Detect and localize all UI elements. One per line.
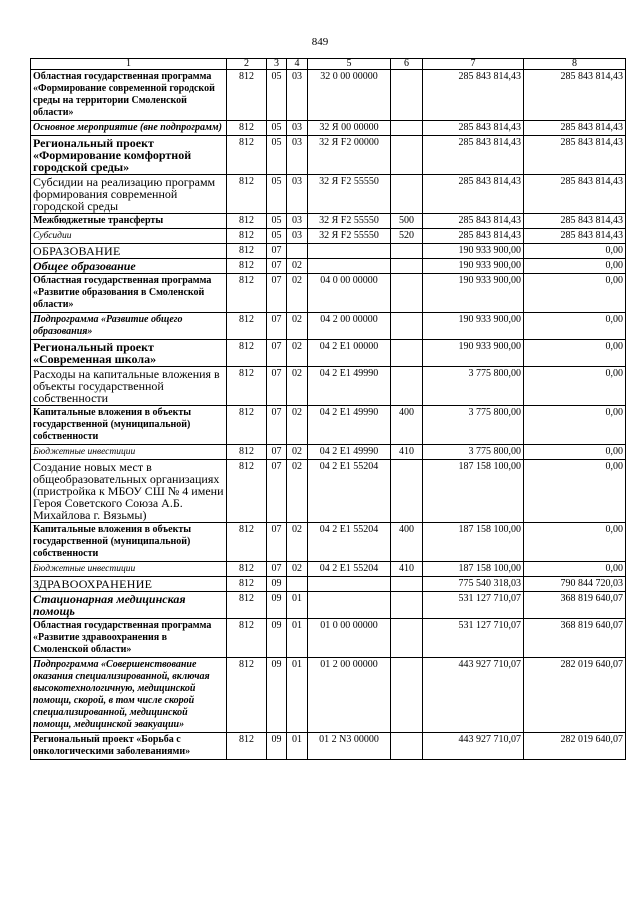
subsection-cell: 03 [287, 70, 308, 121]
amount-year1-cell: 531 127 710,07 [423, 619, 524, 658]
col-header: 5 [308, 59, 391, 70]
amount-year1-cell: 187 158 100,00 [423, 562, 524, 577]
ministry-code-cell: 812 [227, 244, 267, 259]
section-cell: 05 [267, 121, 287, 136]
amount-year2-cell: 0,00 [524, 445, 626, 460]
subsection-cell: 03 [287, 175, 308, 214]
section-cell: 07 [267, 460, 287, 523]
row-name-cell: Региональный проект «Борьба с онкологическими заболеваниями» [31, 733, 227, 760]
expense-type-cell: 410 [391, 562, 423, 577]
expense-type-cell [391, 658, 423, 733]
expense-type-cell: 410 [391, 445, 423, 460]
page-number: 849 [311, 36, 329, 48]
col-header: 1 [31, 59, 227, 70]
section-cell: 07 [267, 445, 287, 460]
amount-year2-cell: 282 019 640,07 [524, 733, 626, 760]
section-cell: 05 [267, 70, 287, 121]
amount-year2-cell: 285 843 814,43 [524, 121, 626, 136]
subsection-cell: 02 [287, 406, 308, 445]
table-row [31, 121, 626, 136]
target-article-cell: 01 2 00 00000 [308, 658, 391, 733]
amount-year2-cell: 0,00 [524, 406, 626, 445]
target-article-cell: 32 Я F2 55550 [308, 214, 391, 229]
expense-type-cell [391, 733, 423, 760]
ministry-code-cell: 812 [227, 214, 267, 229]
subsection-cell: 02 [287, 460, 308, 523]
subsection-cell: 03 [287, 214, 308, 229]
table-body [31, 70, 626, 760]
table-row [31, 136, 626, 175]
section-cell: 07 [267, 562, 287, 577]
expense-type-cell [391, 175, 423, 214]
table-row [31, 367, 626, 406]
ministry-code-cell: 812 [227, 658, 267, 733]
row-name-cell: Подпрограмма «Развитие общего образования» [31, 313, 227, 340]
table-row [31, 619, 626, 658]
amount-year1-cell: 775 540 318,03 [423, 577, 524, 592]
amount-year2-cell: 285 843 814,43 [524, 175, 626, 214]
amount-year1-cell: 190 933 900,00 [423, 244, 524, 259]
section-cell: 05 [267, 214, 287, 229]
row-name-cell: Бюджетные инвестиции [31, 445, 227, 460]
section-cell: 07 [267, 244, 287, 259]
section-cell: 07 [267, 340, 287, 367]
expense-type-cell [391, 136, 423, 175]
section-cell: 07 [267, 367, 287, 406]
section-cell: 07 [267, 523, 287, 562]
target-article-cell: 04 2 E1 55204 [308, 523, 391, 562]
section-cell: 05 [267, 175, 287, 214]
row-name-cell: Подпрограмма «Совершенствование оказания специализированной, включая высокотехнологичную, медицинской помощи, скорой, в том числе скорой специализированной, медицинской помощи, медицинской эвакуации» [31, 658, 227, 733]
amount-year2-cell: 0,00 [524, 562, 626, 577]
col-header: 6 [391, 59, 423, 70]
row-name-cell: Бюджетные инвестиции [31, 562, 227, 577]
row-name-cell: ОБРАЗОВАНИЕ [31, 244, 227, 259]
section-cell: 07 [267, 259, 287, 274]
ministry-code-cell: 812 [227, 229, 267, 244]
target-article-cell: 04 2 E1 55204 [308, 460, 391, 523]
ministry-code-cell: 812 [227, 619, 267, 658]
amount-year1-cell: 531 127 710,07 [423, 592, 524, 619]
amount-year2-cell: 0,00 [524, 460, 626, 523]
amount-year1-cell: 285 843 814,43 [423, 175, 524, 214]
row-name-cell: Капитальные вложения в объекты государственной (муниципальной) собственности [31, 406, 227, 445]
table-row [31, 229, 626, 244]
amount-year1-cell: 190 933 900,00 [423, 313, 524, 340]
amount-year1-cell: 285 843 814,43 [423, 214, 524, 229]
section-cell: 05 [267, 136, 287, 175]
target-article-cell [308, 577, 391, 592]
target-article-cell [308, 592, 391, 619]
ministry-code-cell: 812 [227, 592, 267, 619]
expense-type-cell: 400 [391, 406, 423, 445]
subsection-cell: 01 [287, 733, 308, 760]
section-cell: 07 [267, 274, 287, 313]
table-row [31, 592, 626, 619]
subsection-cell [287, 244, 308, 259]
subsection-cell: 01 [287, 658, 308, 733]
ministry-code-cell: 812 [227, 259, 267, 274]
amount-year2-cell: 285 843 814,43 [524, 214, 626, 229]
table-row [31, 214, 626, 229]
ministry-code-cell: 812 [227, 70, 267, 121]
amount-year2-cell: 282 019 640,07 [524, 658, 626, 733]
target-article-cell: 04 2 E1 49990 [308, 445, 391, 460]
amount-year1-cell: 443 927 710,07 [423, 658, 524, 733]
col-header: 8 [524, 59, 626, 70]
subsection-cell: 01 [287, 619, 308, 658]
subsection-cell: 02 [287, 313, 308, 340]
row-name-cell: Областная государственная программа «Развитие здравоохранения в Смоленской области» [31, 619, 227, 658]
amount-year2-cell: 0,00 [524, 313, 626, 340]
amount-year1-cell: 190 933 900,00 [423, 340, 524, 367]
expense-type-cell [391, 313, 423, 340]
subsection-cell: 03 [287, 136, 308, 175]
subsection-cell: 02 [287, 274, 308, 313]
target-article-cell: 32 Я F2 00000 [308, 136, 391, 175]
ministry-code-cell: 812 [227, 175, 267, 214]
table-row [31, 577, 626, 592]
subsection-cell: 02 [287, 523, 308, 562]
subsection-cell: 01 [287, 592, 308, 619]
ministry-code-cell: 812 [227, 523, 267, 562]
amount-year1-cell: 3 775 800,00 [423, 445, 524, 460]
table-row [31, 562, 626, 577]
subsection-cell: 02 [287, 340, 308, 367]
target-article-cell: 04 2 E1 55204 [308, 562, 391, 577]
section-cell: 09 [267, 619, 287, 658]
row-name-cell: Областная государственная программа «Развитие образования в Смоленской области» [31, 274, 227, 313]
row-name-cell: Основное мероприятие (вне подпрограмм) [31, 121, 227, 136]
expense-type-cell [391, 367, 423, 406]
subsection-cell [287, 577, 308, 592]
amount-year1-cell: 285 843 814,43 [423, 70, 524, 121]
ministry-code-cell: 812 [227, 340, 267, 367]
table-row [31, 175, 626, 214]
row-name-cell: Межбюджетные трансферты [31, 214, 227, 229]
expense-type-cell: 400 [391, 523, 423, 562]
amount-year1-cell: 3 775 800,00 [423, 406, 524, 445]
row-name-cell: Областная государственная программа «Формирование современной городской среды на территории Смоленской области» [31, 70, 227, 121]
row-name-cell: Региональный проект «Современная школа» [31, 340, 227, 367]
section-cell: 09 [267, 658, 287, 733]
target-article-cell [308, 244, 391, 259]
target-article-cell: 04 2 E1 00000 [308, 340, 391, 367]
target-article-cell: 04 0 00 00000 [308, 274, 391, 313]
row-name-cell: Региональный проект «Формирование комфортной городской среды» [31, 136, 227, 175]
section-cell: 07 [267, 406, 287, 445]
ministry-code-cell: 812 [227, 121, 267, 136]
col-header: 7 [423, 59, 524, 70]
expense-type-cell [391, 592, 423, 619]
subsection-cell: 02 [287, 562, 308, 577]
expense-type-cell [391, 340, 423, 367]
table-row [31, 733, 626, 760]
ministry-code-cell: 812 [227, 562, 267, 577]
ministry-code-cell: 812 [227, 445, 267, 460]
row-name-cell: Капитальные вложения в объекты государственной (муниципальной) собственности [31, 523, 227, 562]
target-article-cell: 32 Я F2 55550 [308, 175, 391, 214]
ministry-code-cell: 812 [227, 460, 267, 523]
expense-type-cell [391, 619, 423, 658]
col-header: 4 [287, 59, 308, 70]
expense-type-cell [391, 274, 423, 313]
table-row [31, 406, 626, 445]
ministry-code-cell: 812 [227, 367, 267, 406]
subsection-cell: 02 [287, 259, 308, 274]
amount-year1-cell: 285 843 814,43 [423, 136, 524, 175]
expense-type-cell: 500 [391, 214, 423, 229]
table-row [31, 274, 626, 313]
ministry-code-cell: 812 [227, 733, 267, 760]
ministry-code-cell: 812 [227, 577, 267, 592]
header-row [31, 59, 626, 70]
amount-year1-cell: 190 933 900,00 [423, 274, 524, 313]
expense-type-cell [391, 121, 423, 136]
row-name-cell: Создание новых мест в общеобразовательных организациях (пристройка к МБОУ СШ № 4 имени Героя Советского Союза А.Б. Михайлова г. Вязьмы) [31, 460, 227, 523]
ministry-code-cell: 812 [227, 313, 267, 340]
target-article-cell: 04 2 E1 49990 [308, 367, 391, 406]
expense-type-cell [391, 577, 423, 592]
row-name-cell: Общее образование [31, 259, 227, 274]
target-article-cell: 01 0 00 00000 [308, 619, 391, 658]
section-cell: 09 [267, 733, 287, 760]
row-name-cell: Расходы на капитальные вложения в объекты государственной собственности [31, 367, 227, 406]
amount-year2-cell: 0,00 [524, 274, 626, 313]
amount-year1-cell: 187 158 100,00 [423, 523, 524, 562]
amount-year2-cell: 790 844 720,03 [524, 577, 626, 592]
col-header: 2 [227, 59, 267, 70]
budget-table [30, 58, 626, 760]
amount-year1-cell: 443 927 710,07 [423, 733, 524, 760]
expense-type-cell [391, 70, 423, 121]
amount-year1-cell: 285 843 814,43 [423, 229, 524, 244]
ministry-code-cell: 812 [227, 274, 267, 313]
table-row [31, 340, 626, 367]
subsection-cell: 03 [287, 229, 308, 244]
amount-year2-cell: 0,00 [524, 259, 626, 274]
section-cell: 09 [267, 577, 287, 592]
target-article-cell: 01 2 N3 00000 [308, 733, 391, 760]
col-header: 3 [267, 59, 287, 70]
table-row [31, 460, 626, 523]
row-name-cell: Субсидии на реализацию программ формирования современной городской среды [31, 175, 227, 214]
row-name-cell: Субсидии [31, 229, 227, 244]
table-row [31, 523, 626, 562]
expense-type-cell: 520 [391, 229, 423, 244]
amount-year1-cell: 190 933 900,00 [423, 259, 524, 274]
subsection-cell: 03 [287, 121, 308, 136]
table-row [31, 259, 626, 274]
section-cell: 05 [267, 229, 287, 244]
subsection-cell: 02 [287, 367, 308, 406]
amount-year1-cell: 3 775 800,00 [423, 367, 524, 406]
target-article-cell: 32 0 00 00000 [308, 70, 391, 121]
amount-year2-cell: 285 843 814,43 [524, 229, 626, 244]
ministry-code-cell: 812 [227, 136, 267, 175]
ministry-code-cell: 812 [227, 406, 267, 445]
amount-year2-cell: 0,00 [524, 340, 626, 367]
amount-year1-cell: 285 843 814,43 [423, 121, 524, 136]
row-name-cell: Стационарная медицинская помощь [31, 592, 227, 619]
row-name-cell: ЗДРАВООХРАНЕНИЕ [31, 577, 227, 592]
amount-year2-cell: 0,00 [524, 244, 626, 259]
target-article-cell: 32 Я F2 55550 [308, 229, 391, 244]
subsection-cell: 02 [287, 445, 308, 460]
section-cell: 09 [267, 592, 287, 619]
target-article-cell [308, 259, 391, 274]
amount-year1-cell: 187 158 100,00 [423, 460, 524, 523]
expense-type-cell [391, 460, 423, 523]
amount-year2-cell: 368 819 640,07 [524, 592, 626, 619]
amount-year2-cell: 0,00 [524, 523, 626, 562]
table-row [31, 244, 626, 259]
amount-year2-cell: 368 819 640,07 [524, 619, 626, 658]
amount-year2-cell: 285 843 814,43 [524, 136, 626, 175]
table-row [31, 70, 626, 121]
table-row [31, 658, 626, 733]
section-cell: 07 [267, 313, 287, 340]
target-article-cell: 04 2 00 00000 [308, 313, 391, 340]
expense-type-cell [391, 244, 423, 259]
table-row [31, 313, 626, 340]
amount-year2-cell: 285 843 814,43 [524, 70, 626, 121]
expense-type-cell [391, 259, 423, 274]
target-article-cell: 04 2 E1 49990 [308, 406, 391, 445]
table-row [31, 445, 626, 460]
amount-year2-cell: 0,00 [524, 367, 626, 406]
target-article-cell: 32 Я 00 00000 [308, 121, 391, 136]
